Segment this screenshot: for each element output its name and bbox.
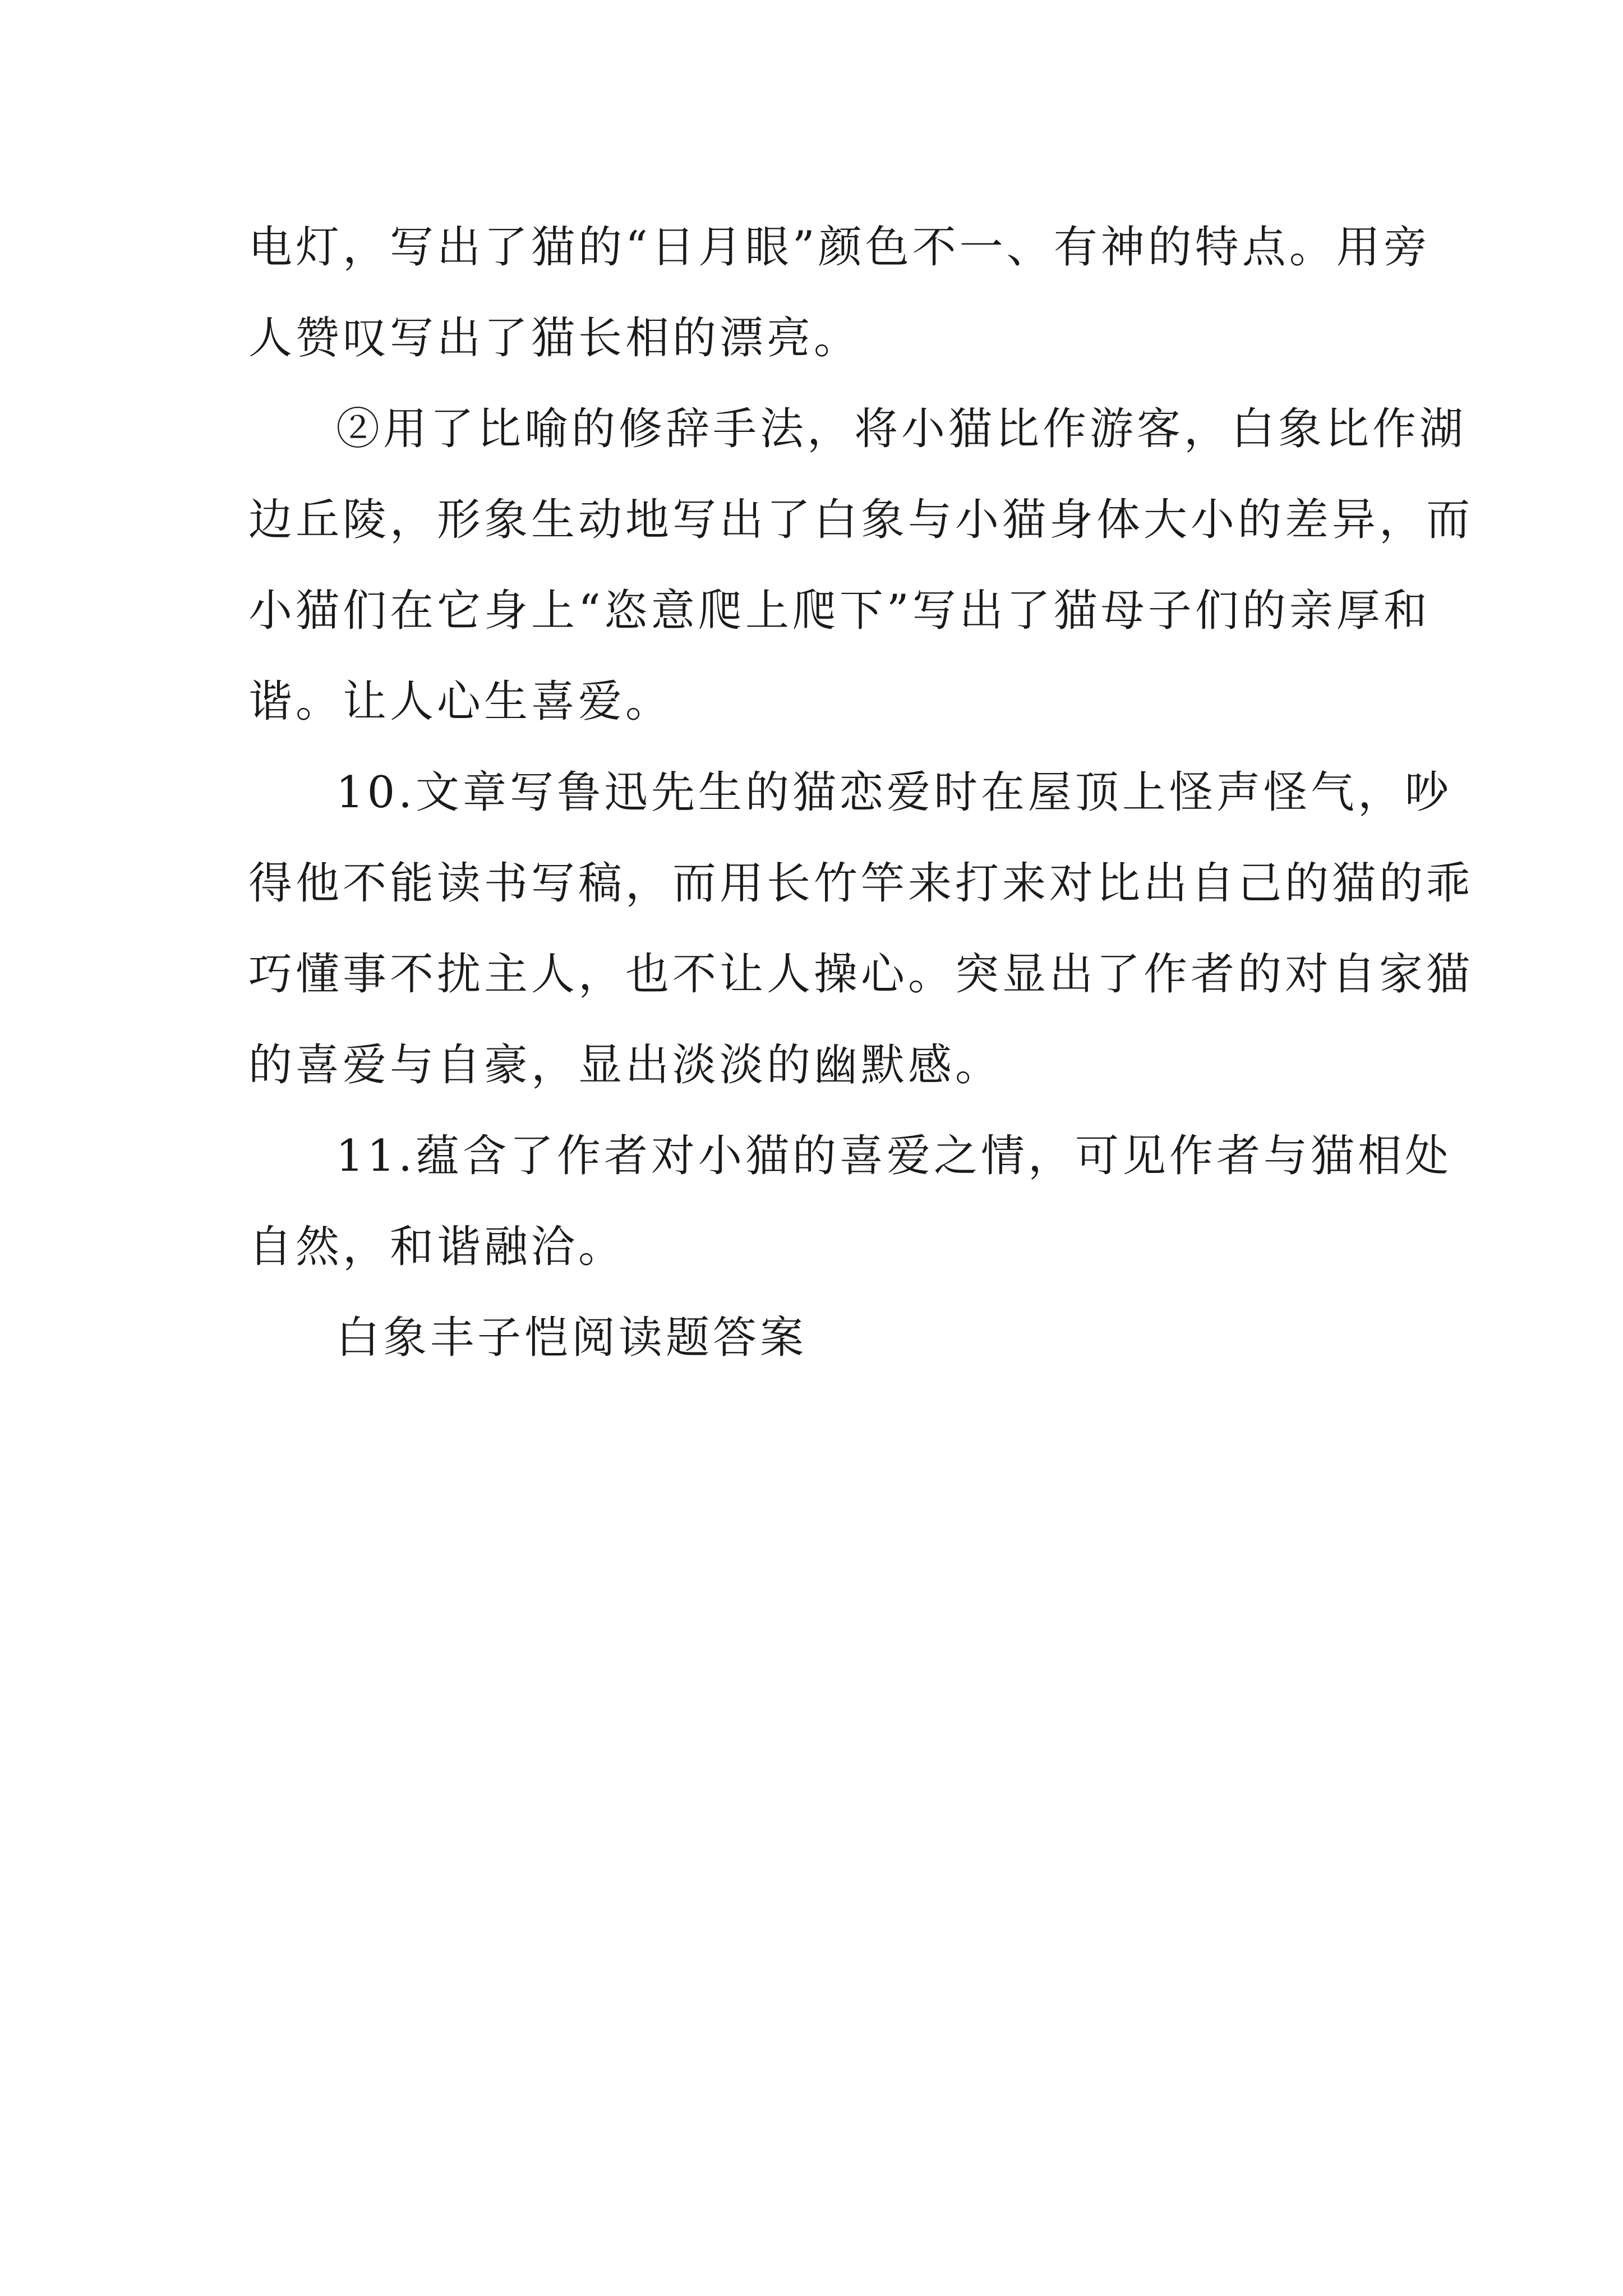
document-body xyxy=(248,202,1474,1383)
body-line: 的喜爱与自豪，显出淡淡的幽默感。 xyxy=(248,1040,1003,1091)
body-line: 11.蕴含了作者对小猫的喜爱之情，可见作者与猫相处 xyxy=(336,1131,1453,1181)
body-line: 小猫们在它身上“恣意爬上爬下”写出了猫母子们的亲厚和 xyxy=(248,586,1431,636)
body-line: 人赞叹写出了猫长相的漂亮。 xyxy=(248,313,861,364)
body-line: 巧懂事不扰主人，也不让人操心。突显出了作者的对自家猫 xyxy=(248,949,1474,1000)
body-line: 谐。让人心生喜爱。 xyxy=(248,677,673,727)
body-line: 10.文章写鲁迅先生的猫恋爱时在屋顶上怪声怪气，吵 xyxy=(336,767,1453,818)
document-footer-title: 白象丰子恺阅读题答案 xyxy=(336,1313,808,1363)
body-line: 电灯，写出了猫的“日月眼”颜色不一、有神的特点。用旁 xyxy=(248,222,1431,273)
body-line: 得他不能读书写稿，而用长竹竿来打来对比出自己的猫的乖 xyxy=(248,858,1474,909)
body-line: ②用了比喻的修辞手法，将小猫比作游客，白象比作湖 xyxy=(336,404,1467,454)
body-line: 边丘陵，形象生动地写出了白象与小猫身体大小的差异，而 xyxy=(248,495,1474,545)
body-line: 自然，和谐融洽。 xyxy=(248,1222,626,1272)
